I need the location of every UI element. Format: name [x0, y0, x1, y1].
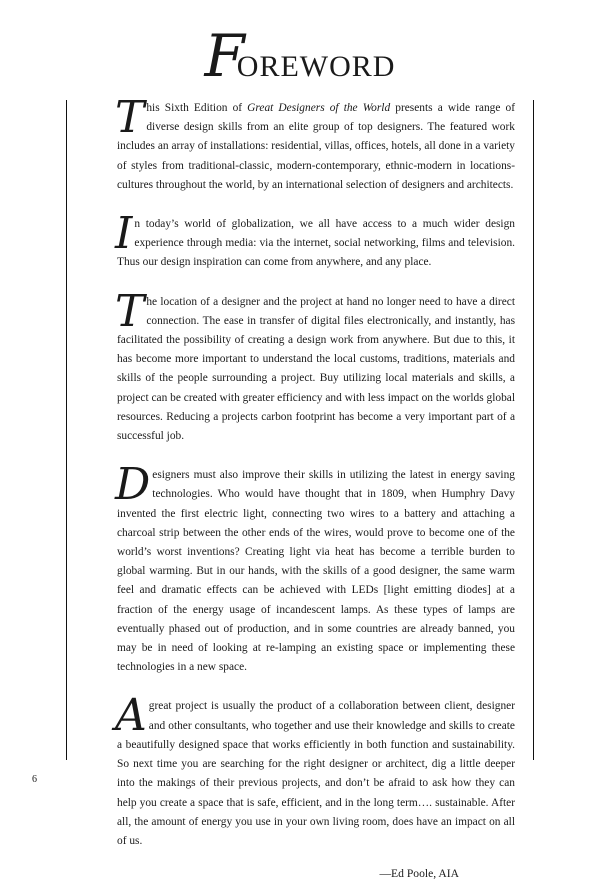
paragraph-text: esigners must also improve their skills in utilizing the latest in energy saving technologies. Who would have thought that in 1809, when Humphry Davy invented the first electric light, connecting two wires to a battery and attaching a charcoal strip between the other ends of the wires, would prove to become one of the world’s worst inventions? Creating light via heat has become a terrible burden to global warming. But in our hands, with the skills of a good designer, the same warm feel and dramatic effects can be achieved with LEDs [light emitting diodes] at a fraction of the energy usage of incandescent lamps. As these types of lamps are eventually phased out of production, and in some countries are already banned, you may be in need of looking at re-lamping an existing space or implementing these technologies in a new space. — [117, 469, 515, 674]
paragraph — [115, 92, 515, 195]
drop-cap: D — [115, 459, 151, 511]
drop-cap: I — [115, 208, 133, 260]
title-rest: OREWORD — [236, 50, 396, 83]
paragraph — [115, 459, 515, 677]
paragraph — [115, 690, 515, 851]
paragraph — [115, 208, 515, 273]
signature: —Ed Poole, AIA — [379, 867, 459, 880]
title-initial: F — [204, 22, 243, 90]
paragraph-text: he location of a designer and the project at hand no longer need to have a direct connection. The ease in transfer of digital files electronically, and instantly, has facilitated the possibility of creating a design work from anywhere. But due to this, it has become more important to understand the local customs, traditions, materials and skills of the people surrounding a project. Buy utilizing local materials and skills, a project can be created with greater efficiency and with less impact on the worlds global resources. Reducing a projects carbon footprint has become a very important part of a successful job. — [117, 295, 515, 443]
drop-cap: A — [115, 690, 147, 742]
paragraph-text: presents a wide range of diverse design skills from an elite group of top designers. The featured work includes an array of installations: residential, villas, offices, hotels, all done in a variety of styles from traditional-classic, modern-contemporary, ethnic-modern in locations-cultures throughout the world, by an international selection of designers and architects. — [117, 102, 515, 191]
paragraph-text: n today’s world of globalization, we all have access to a much wider design experience through media: via the internet, social networking, films and television. Thus our design inspiration can come from anywhere, and any place. — [117, 218, 515, 269]
paragraph — [115, 285, 515, 447]
paragraph-text: his Sixth Edition of — [146, 102, 248, 114]
paragraphs-container — [115, 92, 515, 851]
drop-cap: T — [115, 92, 145, 143]
foreword-body — [115, 92, 515, 880]
paragraph-text: great project is usually the product of a collaboration between client, designer and other consultants, who together and use their knowledge and skills to create a beautifully designed space that works efficiently in both function and sustainability. So next time you are searching for the right designer or architect, dig a little deeper into the makings of their previous projects, and don’t be afraid to ask how they can help you create a space that is safe, efficient, and in the long term…. sustainable. After all, the amount of energy you use in your own living room, does have an impact on all of us. — [117, 700, 515, 847]
drop-cap: T — [115, 285, 145, 337]
book-title-italic: Great Designers of the World — [247, 102, 391, 114]
right-vertical-rule — [533, 100, 534, 760]
page-title — [0, 22, 600, 90]
page-number: 6 — [32, 774, 37, 785]
left-vertical-rule — [66, 100, 67, 760]
